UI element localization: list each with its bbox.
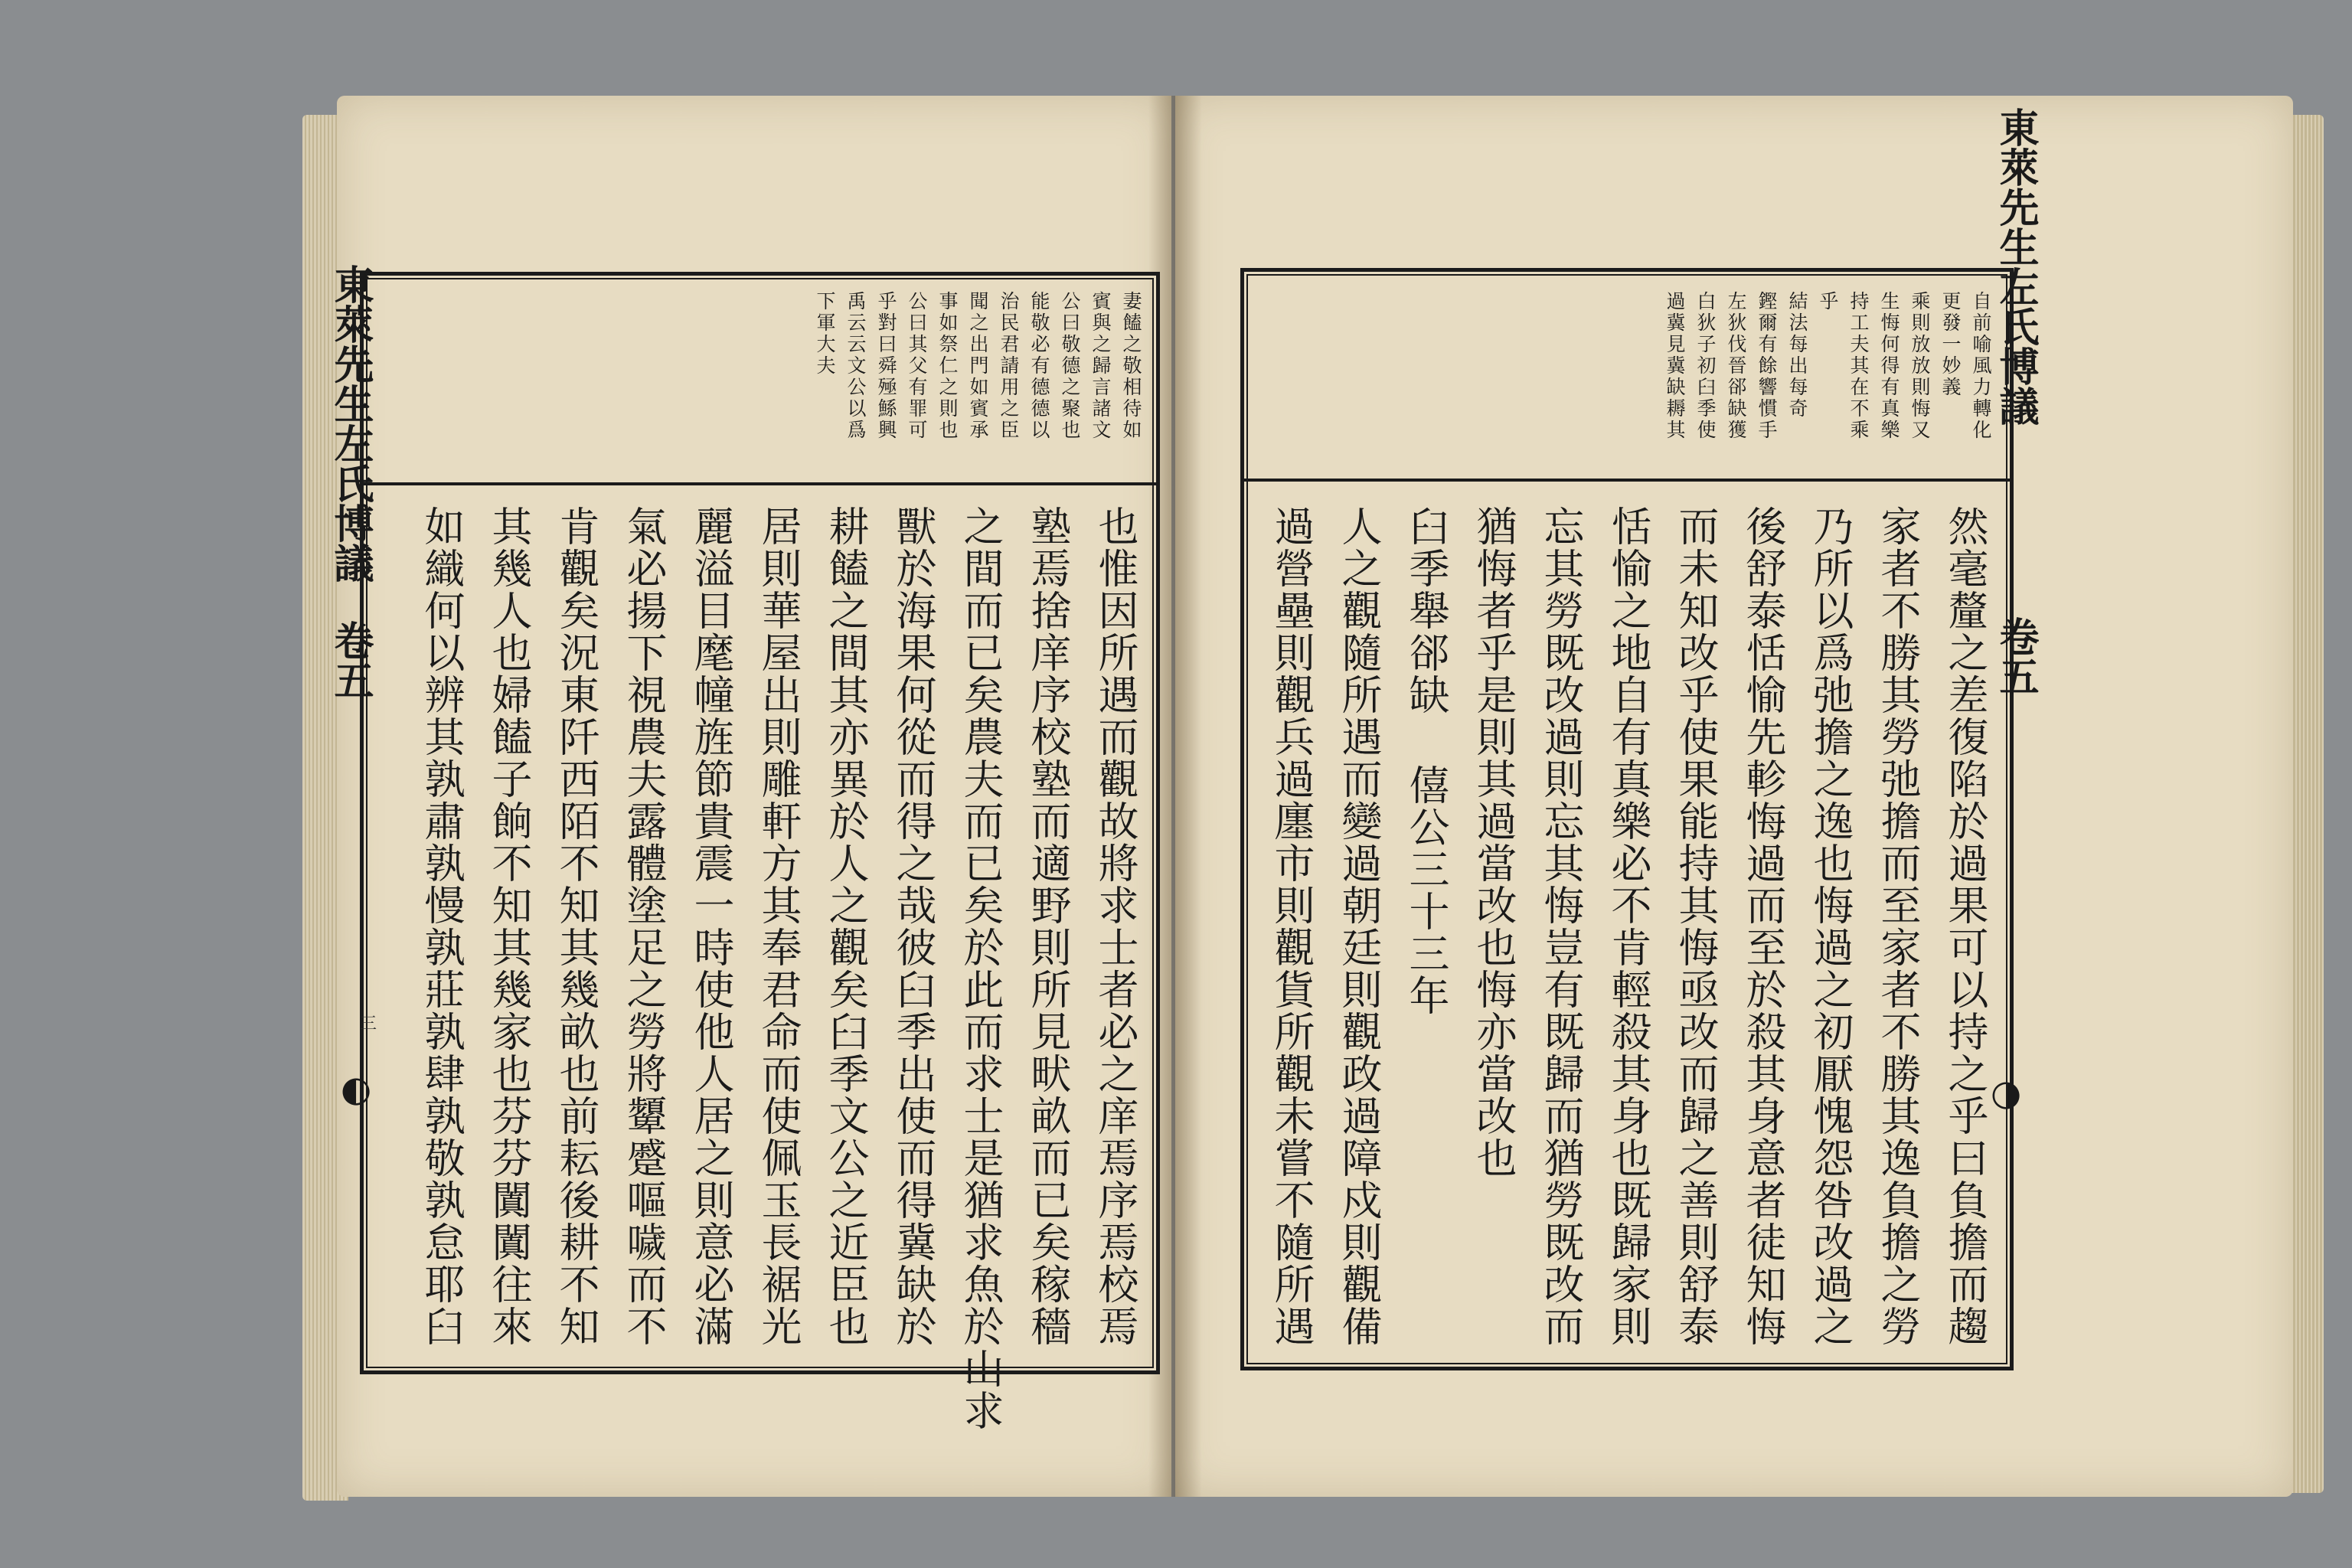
left-main-col: 之間而已矣農夫而已矣於此而求士是猶求魚於山求: [957, 505, 1004, 1432]
right-note-col: 鏗爾有餘響慣手: [1756, 291, 1778, 441]
left-note-col: 能敬必有德德以: [1028, 291, 1050, 441]
right-note-col: 結法每出每奇: [1786, 291, 1808, 420]
fish-tail-mark-left: ◐: [341, 1068, 372, 1109]
right-note-col: 生悔何得有真樂: [1878, 291, 1900, 441]
left-note-col: 聞之出門如賓承: [967, 291, 989, 441]
right-spine-title: 東萊先生左氏博議: [1992, 107, 2039, 426]
left-note-col: 公曰其父有罪可: [906, 291, 928, 441]
left-note-col: 禹云云文公以爲: [844, 291, 867, 441]
right-note-col: 持工夫其在不乘: [1847, 291, 1870, 441]
left-main-col: 居則華屋出則雕軒方其奉君命而使佩玉長裾光: [755, 505, 802, 1348]
left-main-col: 耕饁之間其亦異於人之觀矣臼季文公之近臣也: [822, 505, 869, 1348]
left-note-col: 妻饁之敬相待如: [1120, 291, 1142, 441]
right-header-rule: [1240, 479, 2014, 482]
right-main-col: 忘其勞既改過則忘其悔豈有既歸而猶勞既改而: [1537, 505, 1584, 1348]
left-main-col: 氣必揚下視農夫露體塗足之勞將顰蹙嘔噦而不: [620, 505, 667, 1348]
right-main-col: 臼季舉郤缺 僖公三十三年: [1403, 505, 1449, 1017]
left-note-col: 下軍大夫: [814, 291, 836, 377]
right-main-col: 人之觀隨所遇而變過朝廷則觀政過障戍則觀備: [1335, 505, 1382, 1348]
right-note-col: 自前喻風力轉化: [1970, 291, 1992, 441]
right-main-col: 後舒泰恬愉先軫悔過而至於殺其身意者徒知悔: [1740, 505, 1786, 1348]
right-main-col: 而未知改乎使果能持其悔亟改而歸之善則舒泰: [1672, 505, 1719, 1348]
right-note-col: 過冀見冀缺耨其: [1664, 291, 1686, 441]
left-main-col: 塾焉捨庠序校塾而適野則所見畎畝而已矣稼穡: [1024, 505, 1071, 1348]
left-folio-number: 三: [360, 1014, 377, 1034]
left-note-col: 乎對曰舜殛鯀興: [875, 291, 897, 441]
right-main-col: 猶悔者乎是則其過當改也悔亦當改也: [1470, 505, 1517, 1179]
left-spine-title: 東萊先生左氏博議: [327, 264, 374, 583]
fish-tail-mark-right: ◑: [1991, 1072, 2022, 1113]
left-note-col: 治民君請用之臣: [998, 291, 1020, 441]
right-main-col: 過營壘則觀兵過廛市則觀貨所觀未嘗不隨所遇: [1268, 505, 1315, 1348]
right-note-col: 白狄子初臼季使: [1694, 291, 1717, 441]
right-note-col: 更發一妙義: [1939, 291, 1962, 398]
right-note-col: 乎: [1817, 291, 1839, 312]
right-main-col: 家者不勝其勞弛擔而至家者不勝其逸負擔之勞: [1874, 505, 1921, 1348]
left-main-col: 也惟因所遇而觀故將求士者必之庠焉序焉校焉: [1092, 505, 1138, 1348]
left-spine-volume: 卷五: [327, 620, 374, 700]
left-main-col: 麗溢目麾幢旌節貴震一時使他人居之則意必滿: [688, 505, 734, 1348]
left-note-col: 事如祭仁之則也: [936, 291, 959, 441]
right-main-col: 然毫釐之差復陷於過果可以持之乎曰負擔而趨: [1942, 505, 1988, 1348]
right-note-col: 左狄伐晉郤缺獲: [1725, 291, 1747, 441]
left-main-col: 其幾人也婦饁子餉不知其幾家也芬芬闐闐往來: [485, 505, 532, 1348]
right-spine-volume: 卷五: [1992, 616, 2039, 696]
left-main-col: 獸於海果何從而得之哉彼臼季出使而得冀缺於: [890, 505, 936, 1348]
left-note-col: 賓與之歸言諸文: [1089, 291, 1112, 441]
right-main-col: 乃所以爲弛擔之逸也悔過之初厭愧怨咎改過之: [1807, 505, 1854, 1348]
right-main-col: 恬愉之地自有真樂必不肯輕殺其身也既歸家則: [1605, 505, 1651, 1348]
left-note-col: 公曰敬德之聚也: [1059, 291, 1081, 441]
right-note-col: 乘則放放則悔又: [1909, 291, 1931, 441]
left-header-rule: [360, 482, 1160, 485]
left-main-col: 如織何以辨其孰肅孰慢孰莊孰肆孰敬孰怠耶臼: [418, 505, 465, 1348]
left-main-col: 肯觀矣況東阡西陌不知其幾畝也前耘後耕不知: [553, 505, 599, 1348]
